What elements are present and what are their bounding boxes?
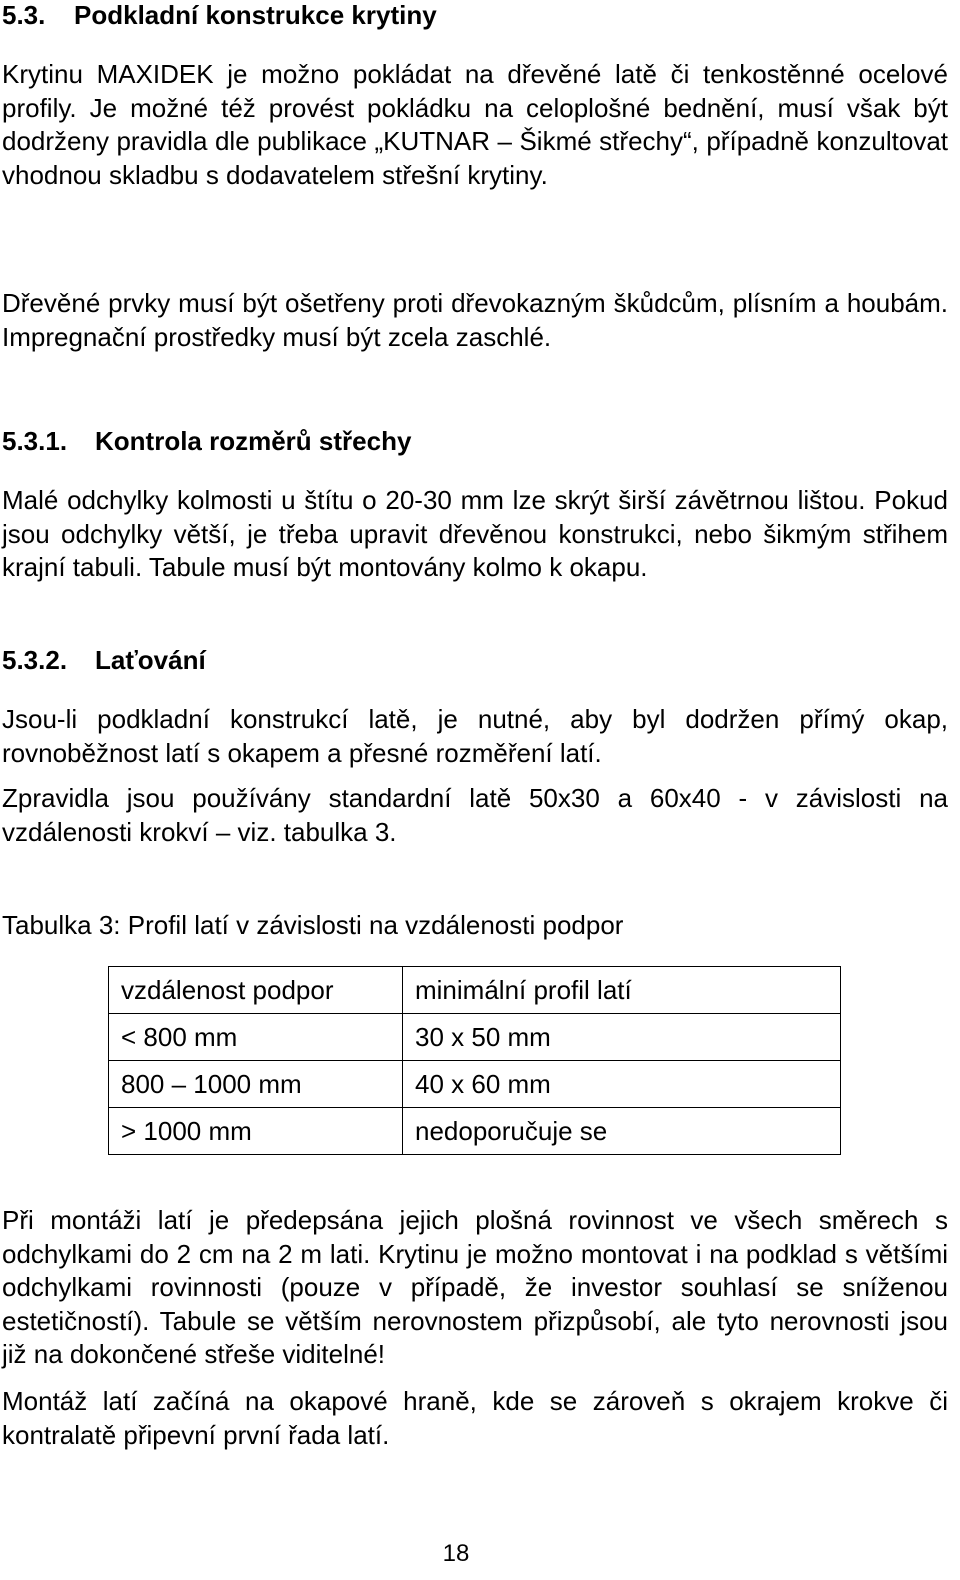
section-number: 5.3. [2, 0, 46, 30]
battening-paragraph-1: Jsou-li podkladní konstrukcí latě, je nutné, aby byl dodržen přímý okap, rovnoběžnost latí s okapem a přesné rozměření latí. [2, 704, 948, 768]
section-title: Podkladní konstrukce krytiny [74, 0, 437, 30]
subsection-number: 5.3.2. [2, 645, 68, 675]
intro-paragraph: Krytinu MAXIDEK je možno pokládat na dřevěné latě či tenkostěnné ocelové profily. Je možné též provést pokládku na celoplošné bednění, musí však být dodrženy pravidla dle publikace „KUTNAR – Šikmé střechy“, případně konzultovat vhodnou skladbu s dodavatelem střešní krytiny. [2, 59, 948, 190]
page-number: 18 [442, 1540, 470, 1567]
table-row [109, 1014, 841, 1061]
table-cell: 40 x 60 mm [403, 1061, 841, 1108]
table-cell: vzdálenost podpor [109, 967, 403, 1014]
subsection-heading-roof-dimensions [2, 426, 411, 456]
table-cell: 800 – 1000 mm [109, 1061, 403, 1108]
subsection-title: Kontrola rozměrů střechy [95, 426, 412, 456]
battening-paragraph-2: Zpravidla jsou používány standardní latě 50x30 a 60x40 - v závislosti na vzdálenosti krokví – viz. tabulka 3. [2, 783, 948, 847]
table-header-row [109, 967, 841, 1014]
table-cell: < 800 mm [109, 1014, 403, 1061]
roof-dimensions-paragraph: Malé odchylky kolmosti u štítu o 20-30 mm lze skrýt širší závětrnou lištou. Pokud jsou odchylky větší, je třeba upravit dřevěnou konstrukci, nebo šikmým střihem krajní tabuli. Tabule musí být montovány kolmo k okapu. [2, 485, 948, 583]
wood-treatment-paragraph: Dřevěné prvky musí být ošetřeny proti dřevokazným škůdcům, plísním a houbám. Impregnační prostředky musí být zcela zaschlé. [2, 288, 948, 352]
table-cell: nedoporučuje se [403, 1108, 841, 1155]
table-row [109, 1061, 841, 1108]
subsection-title: Laťování [95, 645, 206, 675]
mounting-paragraph: Při montáži latí je předepsána jejich plošná rovinnost ve všech směrech s odchylkami do 2 cm na 2 m lati. Krytinu je možno montovat i na podklad s většími odchylkami rovinnosti (pouze v případě, že investor souhlasí se sníženou estetičností). Tabule se větším nerovnostem přizpůsobí, ale tyto nerovnosti jsou již na dokončené střeše viditelné! [2, 1205, 948, 1370]
table-cell: 30 x 50 mm [403, 1014, 841, 1061]
table-row [109, 1108, 841, 1155]
subsection-number: 5.3.1. [2, 426, 68, 456]
subsection-heading-battening [2, 645, 206, 675]
mounting-start-paragraph: Montáž latí začíná na okapové hraně, kde se zároveň s okrajem krokve či kontralatě připevní první řada latí. [2, 1386, 948, 1450]
batten-profile-table [108, 966, 841, 1155]
table-cell: > 1000 mm [109, 1108, 403, 1155]
table-caption: Tabulka 3: Profil latí v závislosti na vzdálenosti podpor [2, 910, 624, 940]
table-cell: minimální profil latí [403, 967, 841, 1014]
section-heading [2, 0, 437, 30]
